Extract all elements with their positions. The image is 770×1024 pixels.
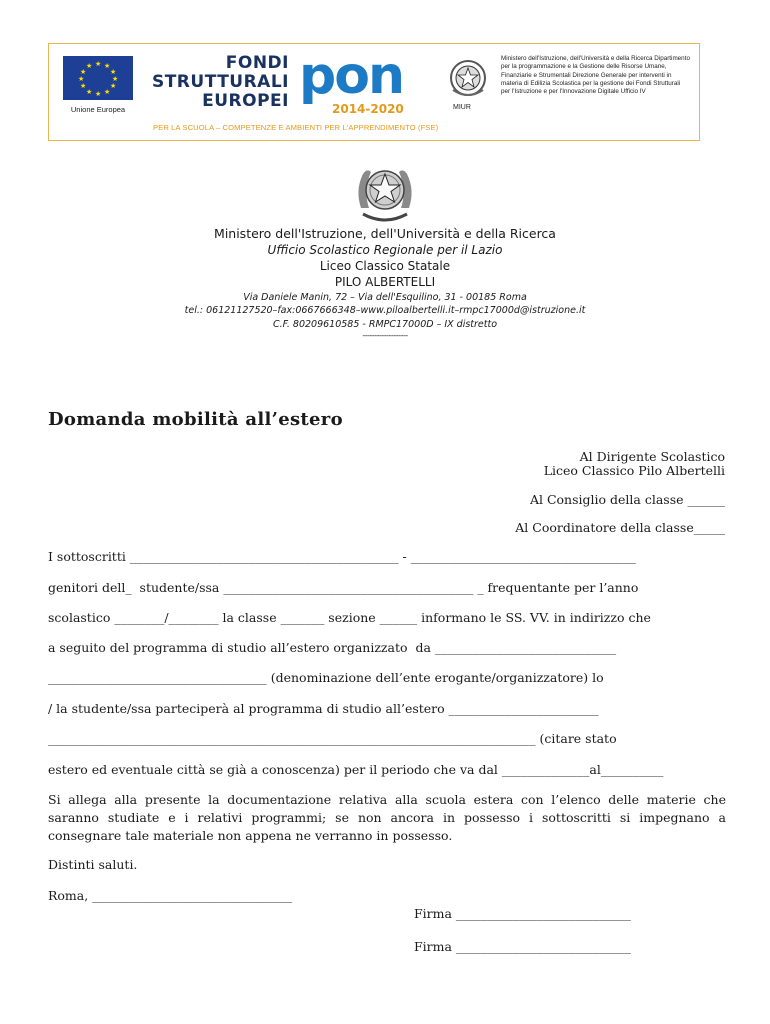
school-fiscal-code: C.F. 80209610585 - RMPC17000D – IX distretto [272, 319, 498, 330]
recipient-class-council: Al Consiglio della classe ______ [529, 492, 725, 507]
header-divider: ------------------- [362, 331, 408, 340]
signature-field-2[interactable]: Firma ____________________________ [414, 939, 631, 954]
closing-greeting: Distinti saluti. [48, 857, 138, 872]
ministry-name: Ministero dell'Istruzione, dell'Università e della Ricerca [214, 226, 556, 241]
miur-description: Ministero dell'Istruzione, dell'Università e della Ricerca Dipartimento per la programmazione e la Gestione delle Risorse Umane, Finanziarie e Strumentali Direzione Generale per interventi in materia di Edilizia Scolastica per la gestione dei Fondi Strutturali per l'Istruzione e per l'Innovazione Digitale Ufficio IV [501, 55, 690, 96]
form-line[interactable]: ___________________________________ (denominazione dell’ente erogante/organizzatore) lo [48, 670, 604, 685]
signature-field-1[interactable]: Firma ____________________________ [414, 906, 631, 921]
recipient-school: Liceo Classico Pilo Albertelli [543, 463, 725, 478]
recipient-principal: Al Dirigente Scolastico [579, 449, 725, 464]
miur-label: MIUR [453, 104, 471, 111]
republic-emblem-icon [447, 56, 489, 100]
recipient-coordinator: Al Coordinatore della classe_____ [515, 520, 725, 535]
italian-republic-emblem-icon [353, 160, 417, 226]
school-contacts: tel.: 06121127520–fax:0667666348–www.piloalbertelli.it–rmpc17000d@istruzione.it [184, 305, 586, 316]
school-name: PILO ALBERTELLI [334, 275, 436, 289]
pon-logo: pon [299, 46, 403, 106]
form-line[interactable]: a seguito del programma di studio all’estero organizzato da _____________________________ [48, 640, 617, 655]
fondi-strutturali-logo [149, 54, 289, 111]
fondi-line: STRUTTURALI [151, 72, 289, 92]
place-date-field[interactable]: Roma, ________________________________ [48, 888, 293, 903]
form-line[interactable]: genitori dell_ studente/ssa ________________________________________ _ frequentante per l’anno [48, 580, 639, 595]
document-title: Domanda mobilità all’estero [48, 409, 343, 430]
form-line[interactable]: estero ed eventuale città se già a conoscenza) per il periodo che va dal ______________al__________ [48, 762, 664, 777]
form-line[interactable]: / la studente/ssa parteciperà al programma di studio all’estero ________________________ [48, 701, 599, 716]
pon-years: 2014-2020 [332, 102, 404, 116]
school-address: Via Daniele Manin, 72 – Via dell'Esquilino, 31 - 00185 Roma [243, 292, 527, 303]
regional-office: Ufficio Scolastico Regionale per il Lazio [267, 243, 503, 257]
fondi-line: EUROPEI [202, 91, 289, 111]
attachment-paragraph: Si allega alla presente la documentazione relativa alla scuola estera con l’elenco delle materie che saranno studiate e i relativi programmi; se non ancora in possesso i sottoscritti si impegnano a consegnare tale materiale non appena ne verranno in possesso. [48, 792, 726, 843]
form-line[interactable]: scolastico ________/________ la classe _______ sezione ______ informano le SS. VV. in indirizzo che [48, 610, 651, 625]
pon-banner [48, 43, 700, 141]
pon-subtitle: PER LA SCUOLA – COMPETENZE E AMBIENTI PER L'APPRENDIMENTO (FSE) [153, 123, 439, 132]
eu-label: Unione Europea [70, 105, 126, 114]
form-line[interactable]: ______________________________________________________________________________ (citare stato [48, 731, 617, 746]
fondi-line: FONDI [225, 53, 289, 73]
school-type: Liceo Classico Statale [319, 259, 451, 273]
eu-flag-icon: ★ ★ ★ ★ ★ ★ ★ ★ ★ ★ ★ ★ [63, 56, 133, 100]
form-line[interactable]: I sottoscritti ___________________________________________ - ____________________________________ [48, 549, 636, 564]
